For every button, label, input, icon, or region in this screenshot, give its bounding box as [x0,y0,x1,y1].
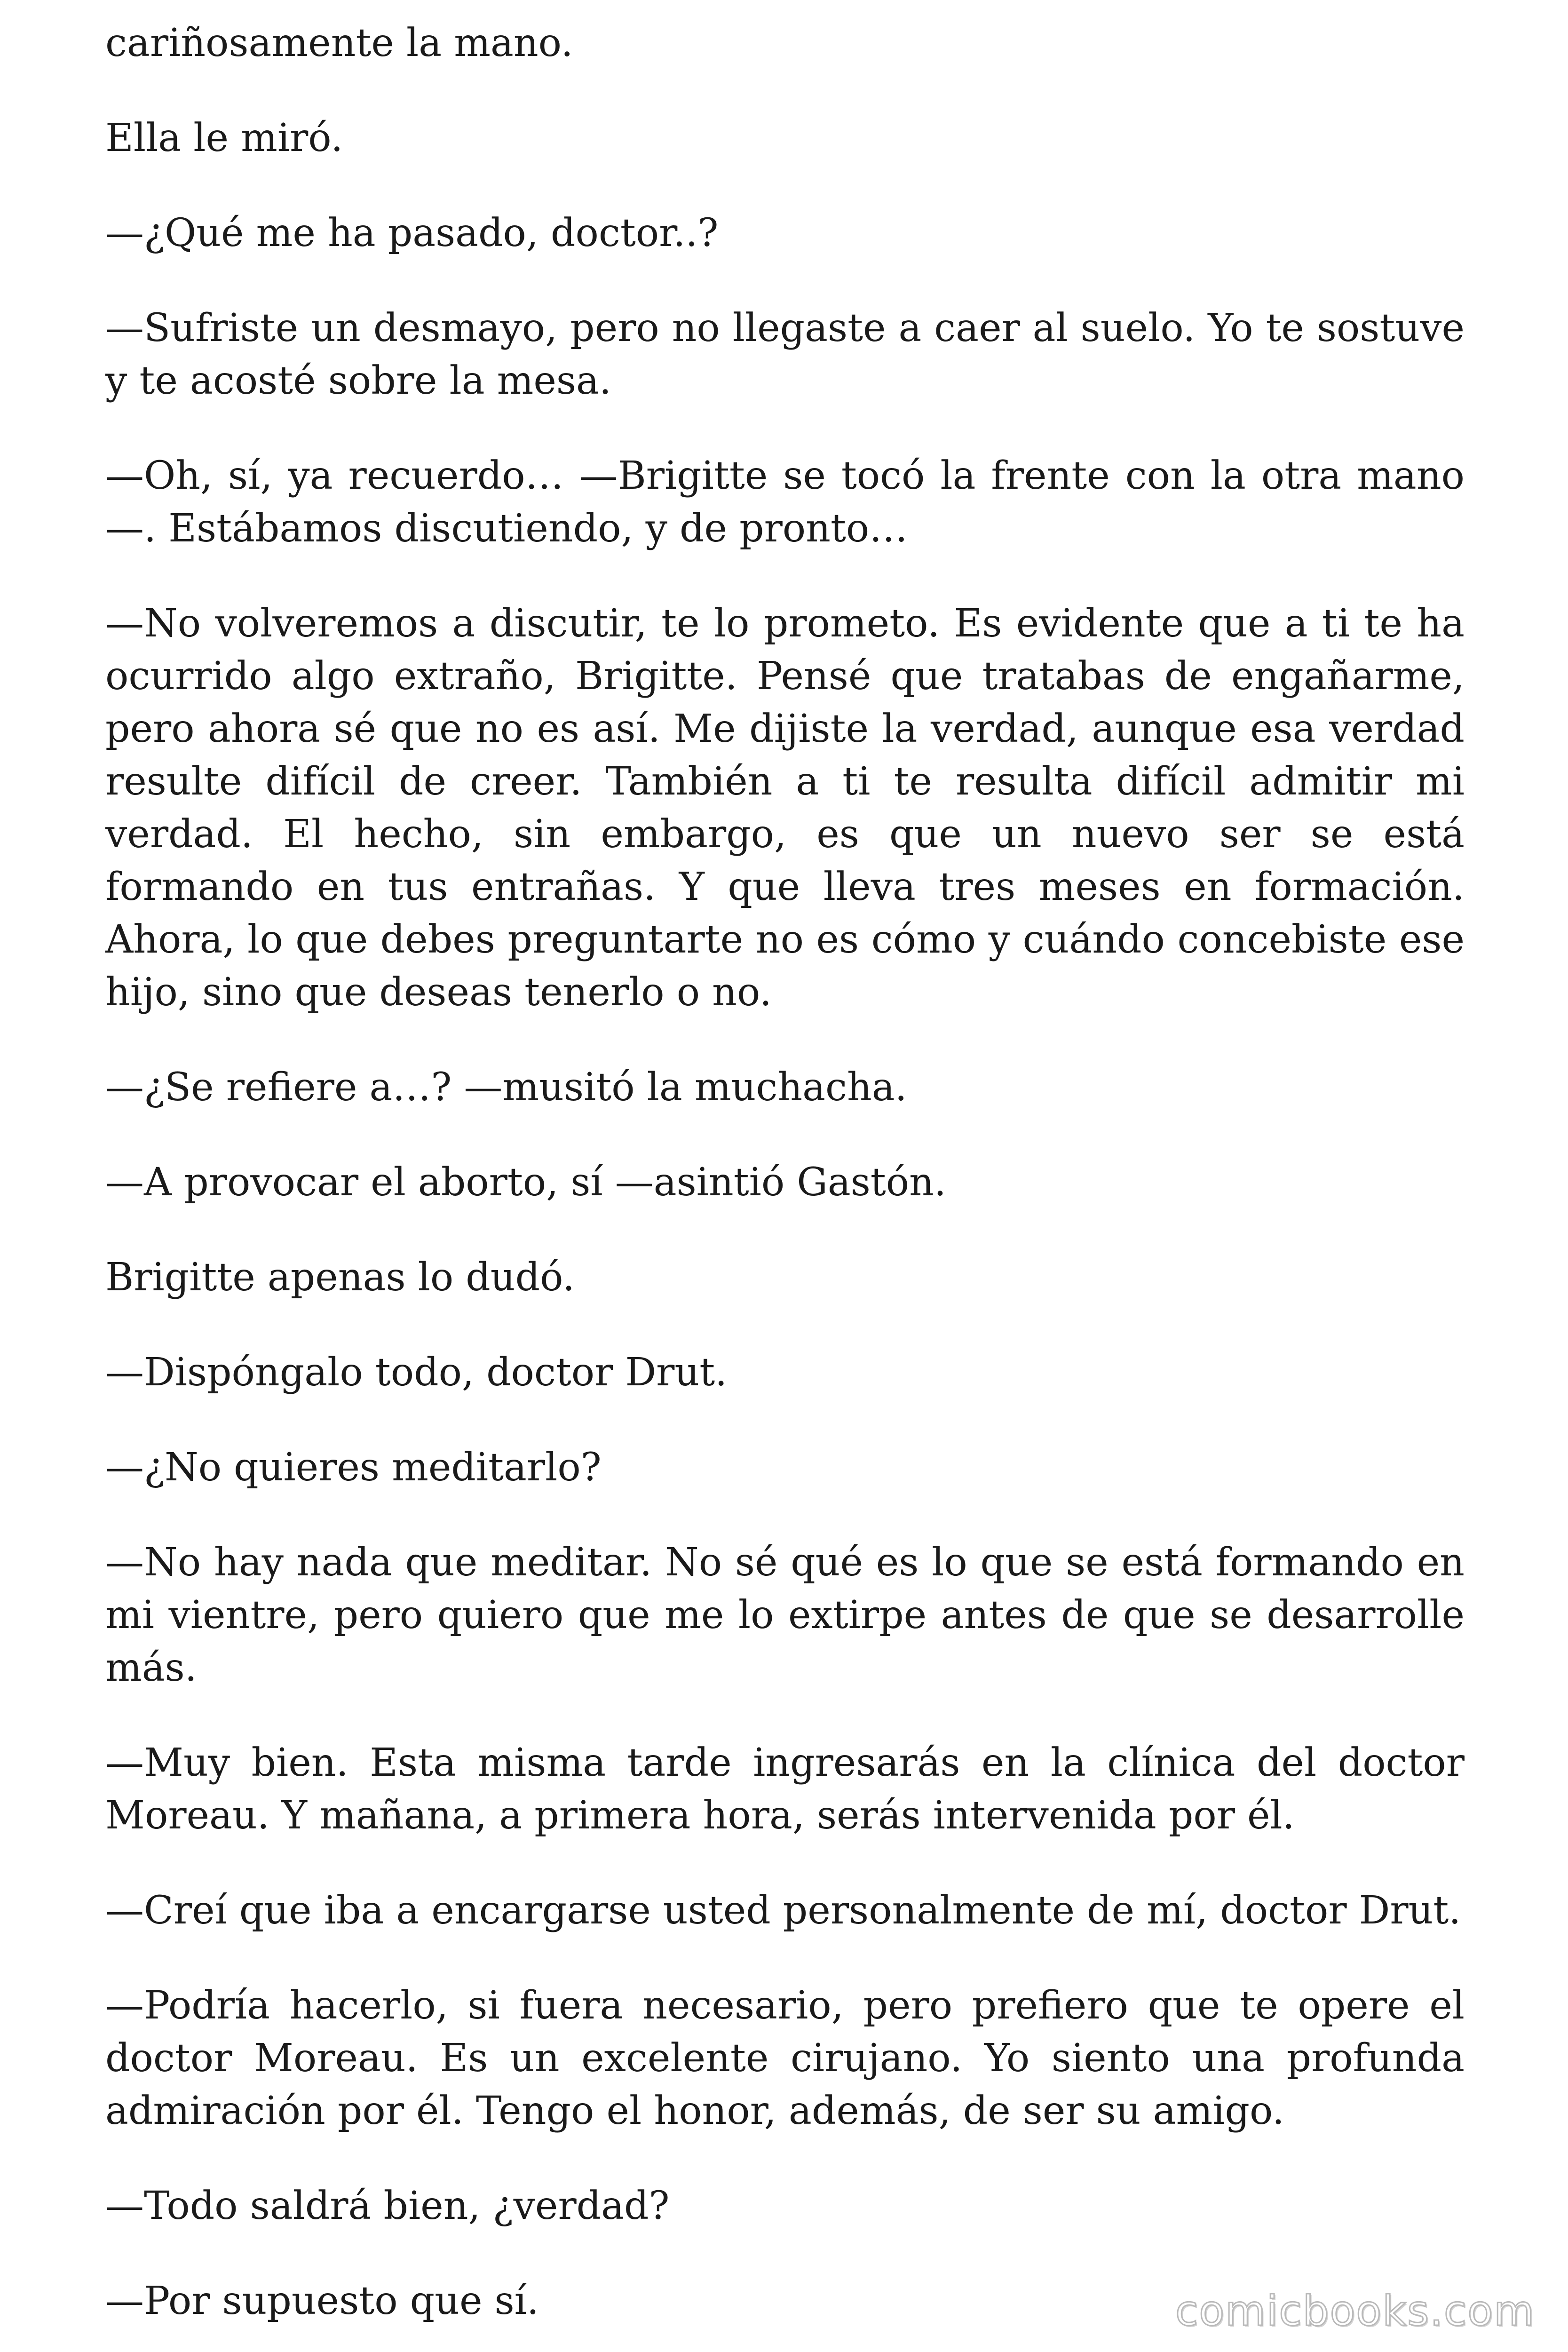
paragraph-1: cariñosamente la mano. [105,21,573,65]
paragraph-9: Brigitte apenas lo dudó. [105,1255,575,1300]
book-page [105,17,1465,2328]
paragraph-8: —A provocar el aborto, sí —asintió Gastón. [105,1160,946,1205]
paragraph-6: —No volveremos a discutir, te lo prometo. Es evidente que a ti te ha ocurrido algo extraño, Brigitte. Pensé que tratabas de engañarme, pero ahora sé que no es así. Me dijiste la verdad, aunque esa verdad resulte difícil de creer. También a ti te resulta difícil admitir mi verdad. El hecho, sin embargo, es que un nuevo ser se está formando en tus entrañas. Y que lleva tres meses en formación. Ahora, lo que debes preguntarte no es cómo y cuándo concebiste ese hijo, sino que deseas tenerlo o no. [105,601,1465,1015]
paragraph-3: —¿Qué me ha pasado, doctor..? [105,211,719,255]
paragraph-11: —¿No quieres meditarlo? [105,1445,602,1490]
paragraph-2: Ella le miró. [105,116,343,160]
paragraph-10: —Dispóngalo todo, doctor Drut. [105,1350,728,1395]
paragraph-14: —Creí que iba a encargarse usted personalmente de mí, doctor Drut. [105,1888,1461,1933]
paragraph-5: —Oh, sí, ya recuerdo… —Brigitte se tocó la frente con la otra mano—. Estábamos discutiendo, y de pronto… [105,453,1465,551]
paragraph-7: —¿Se refiere a…? —musitó la muchacha. [105,1065,907,1110]
paragraph-17: —Por supuesto que sí. [105,2279,539,2323]
paragraph-13: —Muy bien. Esta misma tarde ingresarás en la clínica del doctor Moreau. Y mañana, a primera hora, serás intervenida por él. [105,1740,1465,1838]
watermark: comicbooks.com [1175,2287,1535,2335]
paragraph-16: —Todo saldrá bien, ¿verdad? [105,2184,670,2228]
paragraph-4: —Sufriste un desmayo, pero no llegaste a caer al suelo. Yo te sostuve y te acosté sobre la mesa. [105,306,1465,403]
paragraph-12: —No hay nada que meditar. No sé qué es lo que se está formando en mi vientre, pero quiero que me lo extirpe antes de que se desarrolle más. [105,1540,1465,1690]
paragraph-15: —Podría hacerlo, si fuera necesario, pero prefiero que te opere el doctor Moreau. Es un excelente cirujano. Yo siento una profunda admiración por él. Tengo el honor, además, de ser su amigo. [105,1983,1465,2133]
